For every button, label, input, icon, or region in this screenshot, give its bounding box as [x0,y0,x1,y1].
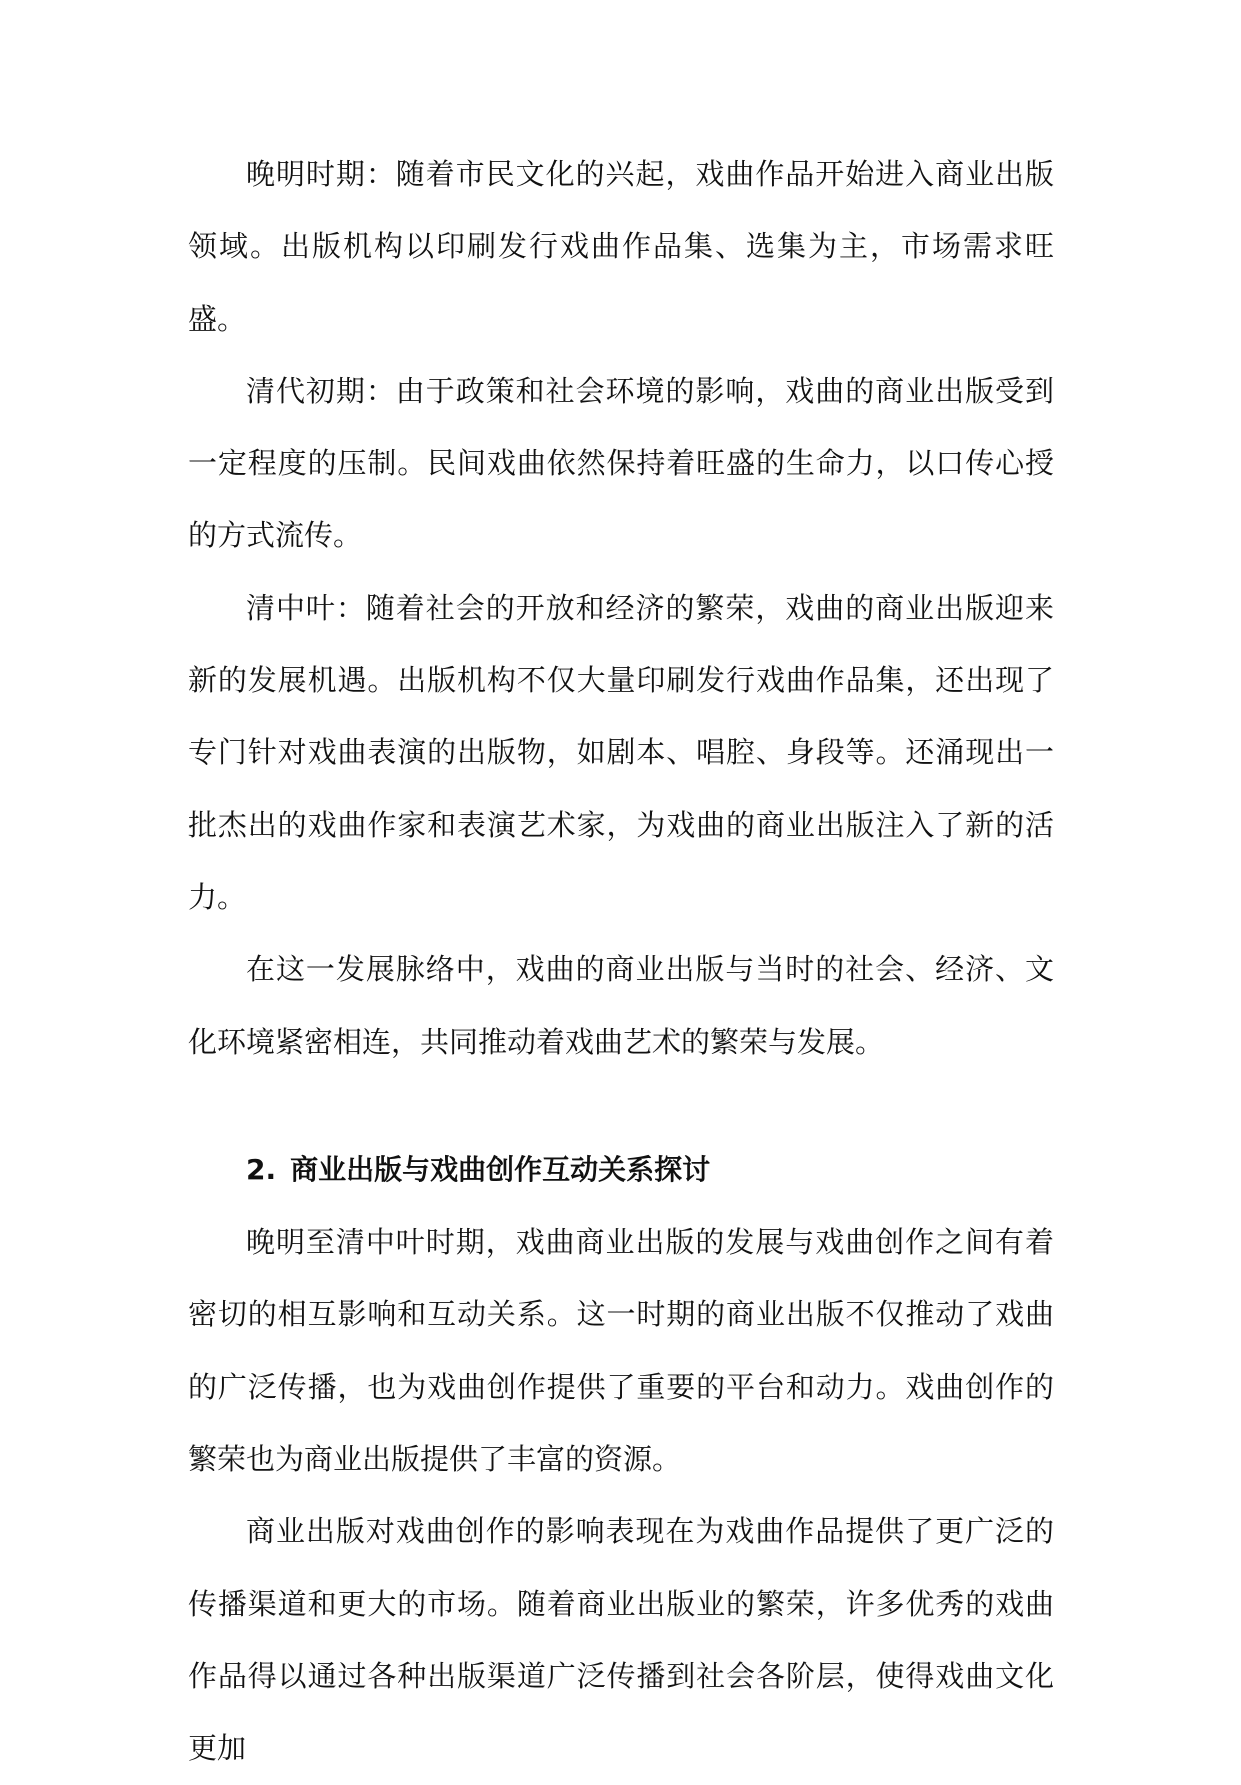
section-title: 商业出版与戏曲创作互动关系探讨 [290,1152,711,1186]
paragraph-summary: 在这一发展脉络中，戏曲的商业出版与当时的社会、经济、文化环境紧密相连，共同推动着戏曲艺术的繁荣与发展。 [188,952,1054,1059]
paragraph-early-qing: 清代初期：由于政策和社会环境的影响，戏曲的商业出版受到一定程度的压制。民间戏曲依然保持着旺盛的生命力，以口传心授的方式流传。 [188,373,1054,553]
section-number: 2. [246,1152,277,1186]
document-page [188,138,1054,1785]
paragraph-late-ming: 晚明时期：随着市民文化的兴起，戏曲作品开始进入商业出版领域。出版机构以印刷发行戏曲作品集、选集为主，市场需求旺盛。 [188,157,1054,336]
paragraph-publishing-influence: 商业出版对戏曲创作的影响表现在为戏曲作品提供了更广泛的传播渠道和更大的市场。随着商业出版业的繁荣，许多优秀的戏曲作品得以通过各种出版渠道广泛传播到社会各阶层，使得戏曲文化更加 [188,1514,1054,1766]
paragraph-mid-qing: 清中叶：随着社会的开放和经济的繁荣，戏曲的商业出版迎来新的发展机遇。出版机构不仅大量印刷发行戏曲作品集，还出现了专门针对戏曲表演的出版物，如剧本、唱腔、身段等。还涌现出一批杰出的戏曲作家和表演艺术家，为戏曲的商业出版注入了新的活力。 [188,590,1054,914]
paragraph-interaction-intro: 晚明至清中叶时期，戏曲商业出版的发展与戏曲创作之间有着密切的相互影响和互动关系。这一时期的商业出版不仅推动了戏曲的广泛传播，也为戏曲创作提供了重要的平台和动力。戏曲创作的繁荣也为商业出版提供了丰富的资源。 [188,1225,1054,1477]
section-heading [188,1134,1054,1206]
